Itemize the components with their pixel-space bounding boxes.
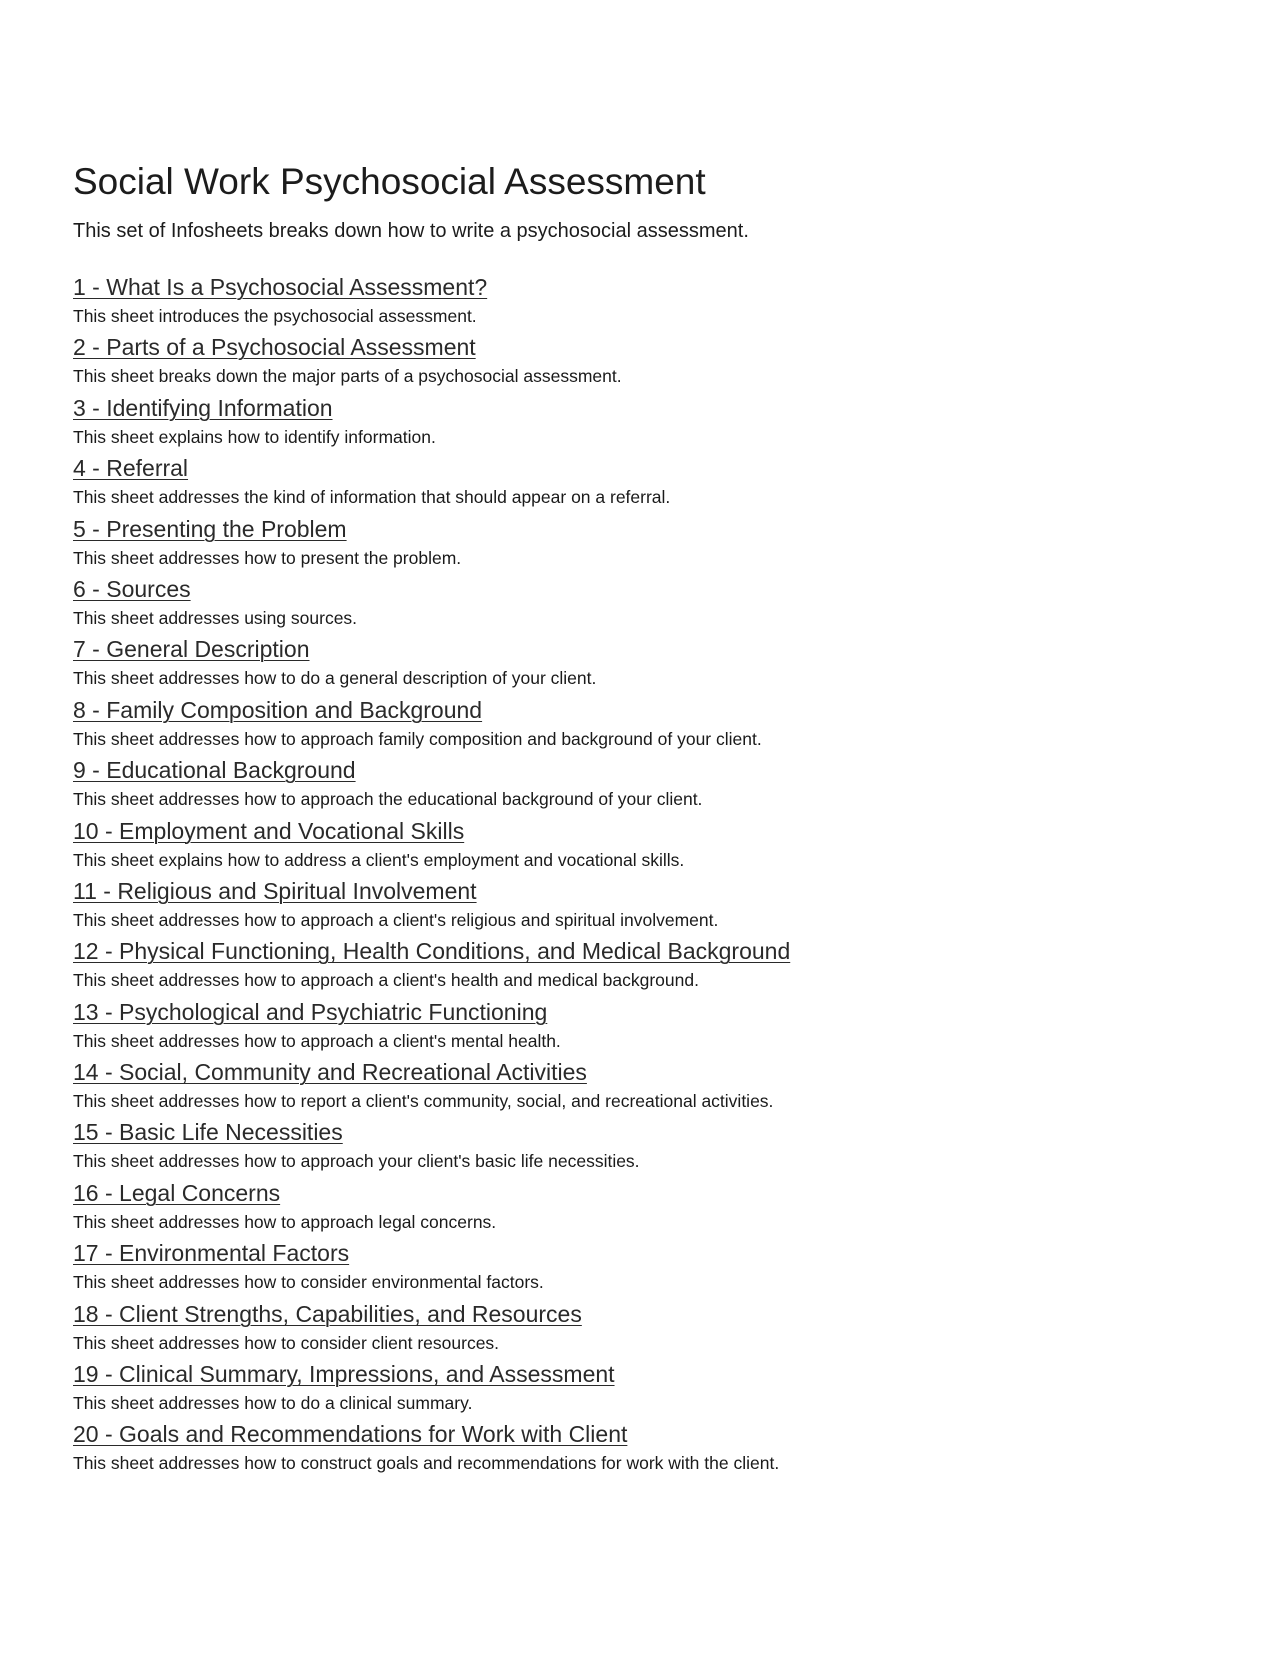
list-item xyxy=(73,936,1233,996)
sheet-link-15[interactable]: 15 - Basic Life Necessities xyxy=(73,1119,343,1146)
infosheet-list xyxy=(73,272,1233,1480)
sheet-link-7[interactable]: 7 - General Description xyxy=(73,636,310,663)
sheet-link-18[interactable]: 18 - Client Strengths, Capabilities, and Resources xyxy=(73,1300,582,1327)
sheet-link-5[interactable]: 5 - Presenting the Problem xyxy=(73,515,347,542)
sheet-description: This sheet explains how to address a client's employment and vocational skills. xyxy=(73,849,685,870)
sheet-description: This sheet addresses how to approach a client's religious and spiritual involvement. xyxy=(73,909,719,930)
sheet-link-12[interactable]: 12 - Physical Functioning, Health Conditions, and Medical Background xyxy=(73,938,791,965)
sheet-link-9[interactable]: 9 - Educational Background xyxy=(73,757,356,784)
list-item xyxy=(73,1238,1233,1298)
sheet-link-19[interactable]: 19 - Clinical Summary, Impressions, and Assessment xyxy=(73,1361,615,1388)
sheet-description: This sheet addresses how to approach family composition and background of your client. xyxy=(73,728,762,749)
document-page xyxy=(73,160,1233,1480)
sheet-description: This sheet addresses how to approach the educational background of your client. xyxy=(73,789,703,810)
sheet-link-17[interactable]: 17 - Environmental Factors xyxy=(73,1240,350,1267)
sheet-description: This sheet addresses how to consider client resources. xyxy=(73,1332,500,1353)
sheet-link-2[interactable]: 2 - Parts of a Psychosocial Assessment xyxy=(73,334,476,361)
sheet-description: This sheet addresses how to present the problem. xyxy=(73,547,462,568)
sheet-link-16[interactable]: 16 - Legal Concerns xyxy=(73,1179,281,1206)
sheet-description: This sheet addresses how to approach legal concerns. xyxy=(73,1211,497,1232)
list-item xyxy=(73,393,1233,453)
list-item xyxy=(73,1359,1233,1419)
sheet-description: This sheet addresses how to approach a client's mental health. xyxy=(73,1030,561,1051)
sheet-description: This sheet addresses using sources. xyxy=(73,607,358,628)
list-item xyxy=(73,332,1233,392)
sheet-link-14[interactable]: 14 - Social, Community and Recreational Activities xyxy=(73,1059,587,1086)
page-intro: This set of Infosheets breaks down how to write a psychosocial assessment. xyxy=(73,220,749,242)
list-item xyxy=(73,1299,1233,1359)
list-item xyxy=(73,816,1233,876)
sheet-link-8[interactable]: 8 - Family Composition and Background xyxy=(73,696,483,723)
sheet-description: This sheet addresses how to construct goals and recommendations for work with the client. xyxy=(73,1453,780,1474)
sheet-description: This sheet addresses how to approach a client's health and medical background. xyxy=(73,970,699,991)
list-item xyxy=(73,755,1233,815)
list-item xyxy=(73,695,1233,755)
list-item xyxy=(73,514,1233,574)
list-item xyxy=(73,1178,1233,1238)
sheet-description: This sheet addresses how to consider environmental factors. xyxy=(73,1272,544,1293)
sheet-link-20[interactable]: 20 - Goals and Recommendations for Work with Client xyxy=(73,1421,628,1448)
sheet-link-3[interactable]: 3 - Identifying Information xyxy=(73,394,333,421)
sheet-link-10[interactable]: 10 - Employment and Vocational Skills xyxy=(73,817,465,844)
list-item xyxy=(73,1057,1233,1117)
sheet-description: This sheet introduces the psychosocial assessment. xyxy=(73,306,477,326)
sheet-description: This sheet addresses the kind of information that should appear on a referral. xyxy=(73,487,671,508)
sheet-description: This sheet addresses how to approach your client's basic life necessities. xyxy=(73,1151,640,1172)
sheet-description: This sheet addresses how to report a client's community, social, and recreational activities. xyxy=(73,1091,774,1112)
sheet-description: This sheet addresses how to do a clinical summary. xyxy=(73,1393,473,1414)
list-item xyxy=(73,876,1233,936)
list-item xyxy=(73,453,1233,513)
list-item xyxy=(73,1419,1233,1479)
sheet-link-6[interactable]: 6 - Sources xyxy=(73,575,191,602)
list-item xyxy=(73,634,1233,694)
page-title: Social Work Psychosocial Assessment xyxy=(73,161,706,202)
sheet-link-13[interactable]: 13 - Psychological and Psychiatric Functioning xyxy=(73,998,548,1025)
sheet-description: This sheet addresses how to do a general description of your client. xyxy=(73,668,597,689)
sheet-link-1[interactable]: 1 - What Is a Psychosocial Assessment? xyxy=(73,274,488,300)
sheet-description: This sheet explains how to identify information. xyxy=(73,426,436,447)
list-item xyxy=(73,997,1233,1057)
list-item xyxy=(73,272,1233,332)
list-item xyxy=(73,1117,1233,1177)
sheet-link-11[interactable]: 11 - Religious and Spiritual Involvement xyxy=(73,877,477,904)
sheet-link-4[interactable]: 4 - Referral xyxy=(73,455,189,482)
sheet-description: This sheet breaks down the major parts of a psychosocial assessment. xyxy=(73,366,622,387)
list-item xyxy=(73,574,1233,634)
